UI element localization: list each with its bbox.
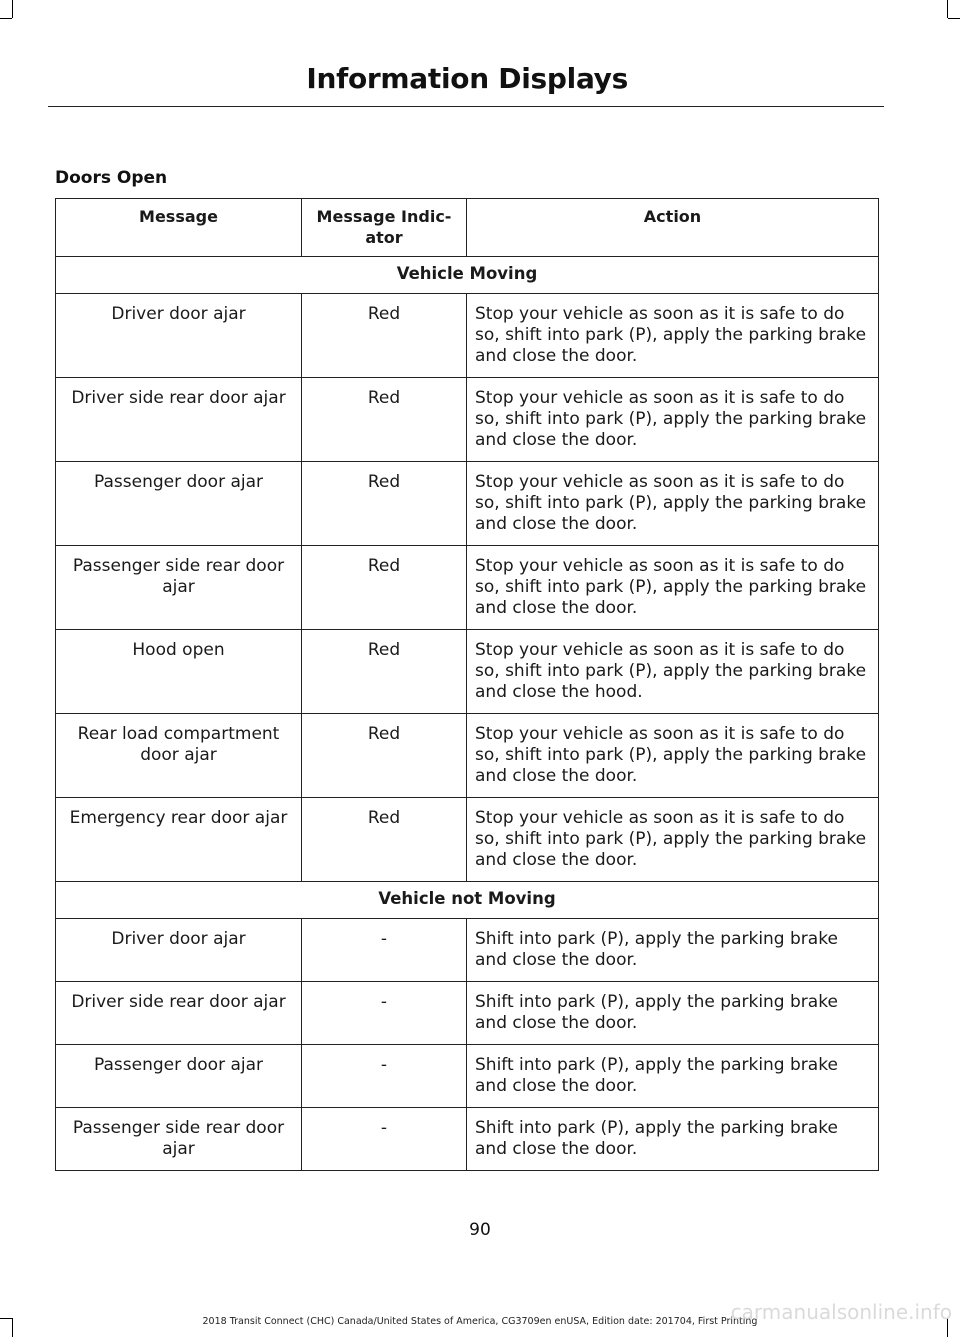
action-cell: Stop your vehicle as soon as it is safe to do so, shift into park (P), apply the parking brake and close the hood. [467, 630, 879, 714]
crop-mark [948, 18, 960, 19]
action-cell: Shift into park (P), apply the parking brake and close the door. [467, 1045, 879, 1108]
action-cell: Stop your vehicle as soon as it is safe to do so, shift into park (P), apply the parking brake and close the door. [467, 546, 879, 630]
crop-mark [12, 0, 13, 18]
indicator-cell: Red [302, 630, 467, 714]
page-title: Information Displays [306, 62, 628, 95]
table-row [56, 982, 879, 1045]
indicator-cell: Red [302, 714, 467, 798]
column-header-message: Message [56, 199, 302, 257]
indicator-cell: - [302, 982, 467, 1045]
message-cell: Driver door ajar [56, 294, 302, 378]
table-row [56, 378, 879, 462]
crop-mark [0, 18, 12, 19]
action-cell: Shift into park (P), apply the parking brake and close the door. [467, 982, 879, 1045]
table-row [56, 1108, 879, 1171]
indicator-cell: Red [302, 462, 467, 546]
table-row [56, 798, 879, 882]
column-header-indicator: Message Indic- ator [302, 199, 467, 257]
message-cell: Passenger door ajar [56, 1045, 302, 1108]
table-row [56, 546, 879, 630]
action-cell: Stop your vehicle as soon as it is safe to do so, shift into park (P), apply the parking brake and close the door. [467, 714, 879, 798]
action-cell: Stop your vehicle as soon as it is safe to do so, shift into park (P), apply the parking brake and close the door. [467, 294, 879, 378]
group-row [56, 882, 879, 919]
doors-open-table [55, 198, 879, 1171]
indicator-cell: Red [302, 378, 467, 462]
message-cell: Passenger door ajar [56, 462, 302, 546]
watermark-logo: carmanualsonline.info [730, 1300, 952, 1324]
column-header-action: Action [467, 199, 879, 257]
header-divider [48, 106, 884, 107]
group-label: Vehicle Moving [56, 257, 879, 294]
message-cell: Driver side rear door ajar [56, 378, 302, 462]
footer-edition-info: 2018 Transit Connect (CHC) Canada/United States of America, CG3709en enUSA, Edition date: 201704, First Printing [202, 1316, 758, 1327]
indicator-cell: Red [302, 546, 467, 630]
table-row [56, 1045, 879, 1108]
crop-mark [947, 0, 948, 18]
message-cell: Driver door ajar [56, 919, 302, 982]
table-row [56, 919, 879, 982]
group-label: Vehicle not Moving [56, 882, 879, 919]
table-row [56, 294, 879, 378]
message-cell: Rear load compartment door ajar [56, 714, 302, 798]
message-cell: Driver side rear door ajar [56, 982, 302, 1045]
table-row [56, 462, 879, 546]
action-cell: Stop your vehicle as soon as it is safe to do so, shift into park (P), apply the parking brake and close the door. [467, 798, 879, 882]
group-row [56, 257, 879, 294]
message-cell: Emergency rear door ajar [56, 798, 302, 882]
action-cell: Stop your vehicle as soon as it is safe to do so, shift into park (P), apply the parking brake and close the door. [467, 378, 879, 462]
action-cell: Shift into park (P), apply the parking brake and close the door. [467, 1108, 879, 1171]
action-cell: Shift into park (P), apply the parking brake and close the door. [467, 919, 879, 982]
indicator-cell: Red [302, 294, 467, 378]
table-row [56, 630, 879, 714]
indicator-cell: Red [302, 798, 467, 882]
message-cell: Hood open [56, 630, 302, 714]
indicator-cell: - [302, 919, 467, 982]
message-cell: Passenger side rear door ajar [56, 1108, 302, 1171]
message-cell: Passenger side rear door ajar [56, 546, 302, 630]
section-title: Doors Open [55, 168, 168, 188]
table-header-row [56, 199, 879, 257]
action-cell: Stop your vehicle as soon as it is safe to do so, shift into park (P), apply the parking brake and close the door. [467, 462, 879, 546]
indicator-cell: - [302, 1108, 467, 1171]
table-row [56, 714, 879, 798]
page-number: 90 [469, 1220, 491, 1240]
indicator-cell: - [302, 1045, 467, 1108]
